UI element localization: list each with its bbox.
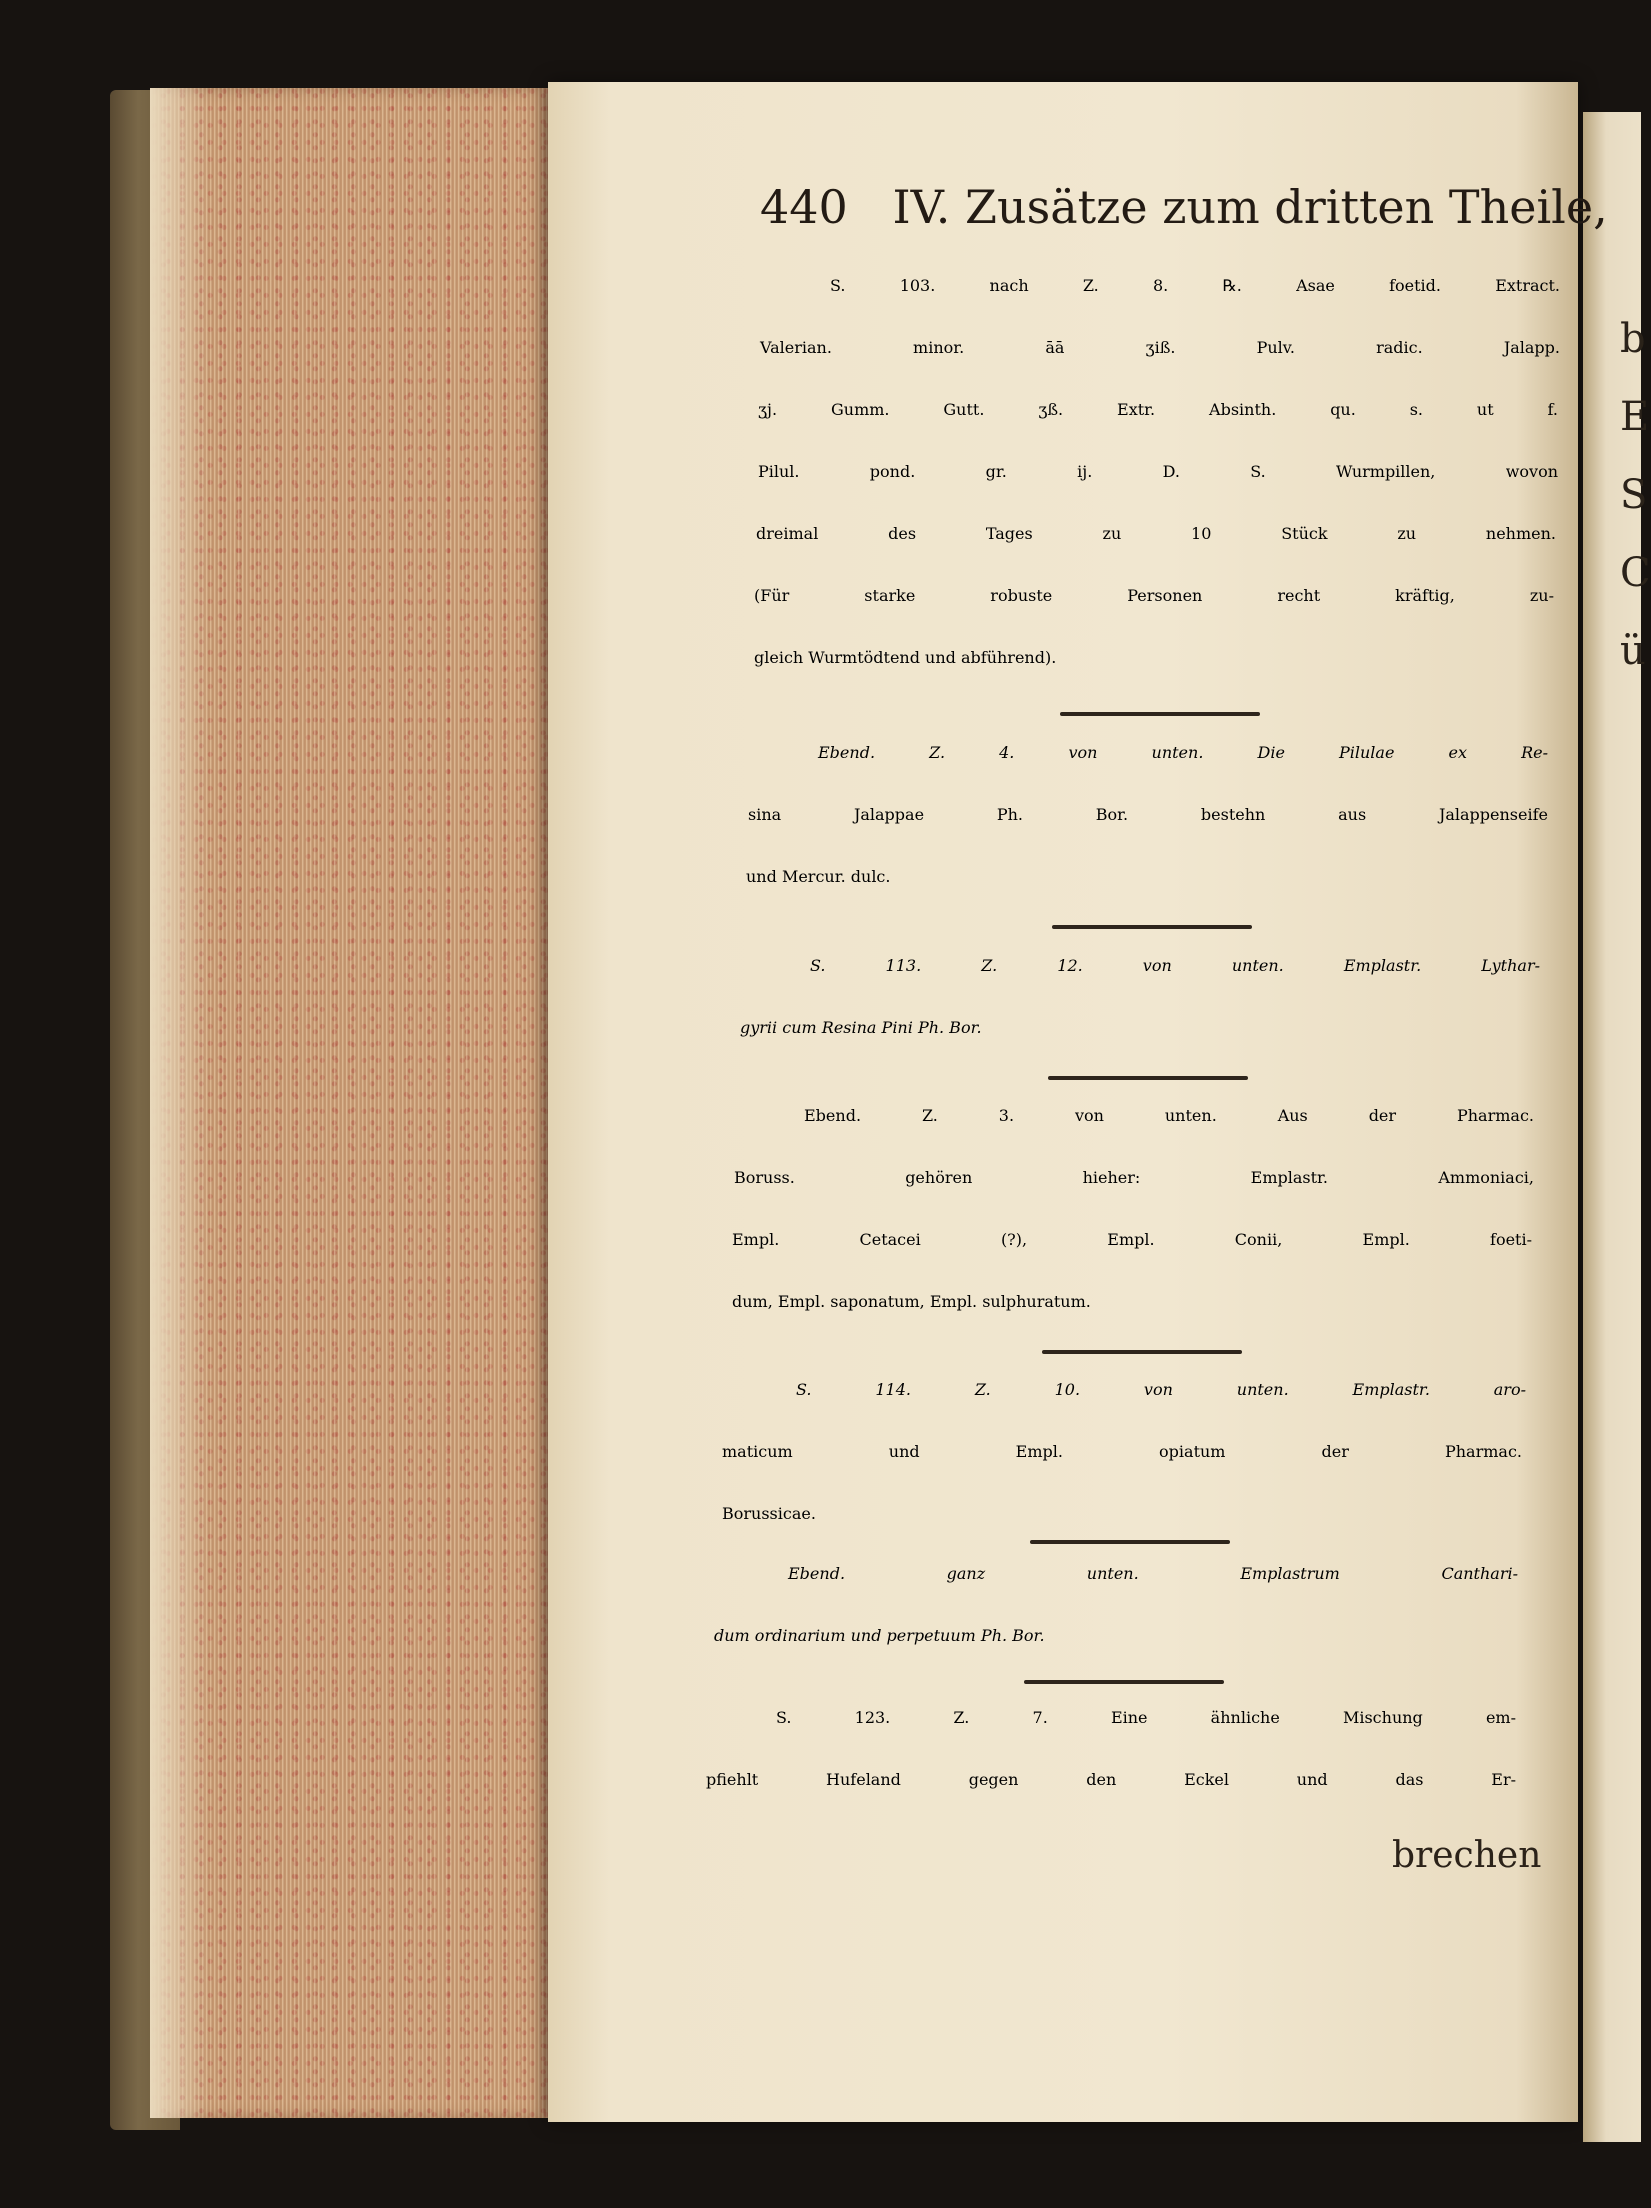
page-fore-edge: [150, 88, 550, 2118]
text-line: Pilul. pond. gr. ij. D. S. Wurmpillen, wovon: [758, 462, 1558, 481]
catchword: brechen: [1392, 1835, 1542, 1876]
text-line: (Für starke robuste Personen recht kräftig, zu-: [754, 586, 1554, 605]
text-line: dum, Empl. saponatum, Empl. sulphuratum.: [732, 1292, 1091, 1311]
text-line: Empl. Cetacei (?), Empl. Conii, Empl. foeti-: [732, 1230, 1532, 1249]
page-number: 440: [760, 180, 848, 234]
text-line: sina Jalappae Ph. Bor. bestehn aus Jalappenseife: [748, 805, 1548, 824]
right-page-fragment: [1620, 300, 1650, 690]
running-head: [760, 180, 1608, 234]
text-line: Borussicae.: [722, 1504, 816, 1523]
text-line: ʒj. Gumm. Gutt. ʒß. Extr. Absinth. qu. s. ut f.: [758, 400, 1558, 419]
text-line: S. 123. Z. 7. Eine ähnliche Mischung em-: [776, 1708, 1516, 1727]
section-rule: [1048, 1076, 1248, 1080]
page-fore-edge-highlight: [150, 88, 210, 2118]
right-letter: ü: [1620, 628, 1646, 674]
text-line: S. 113. Z. 12. von unten. Emplastr. Lythar-: [810, 956, 1540, 975]
text-line: maticum und Empl. opiatum der Pharmac.: [722, 1442, 1522, 1461]
section-rule: [1030, 1540, 1230, 1544]
text-line: Ebend. Z. 3. von unten. Aus der Pharmac.: [804, 1106, 1534, 1125]
right-letter: S: [1620, 472, 1648, 518]
right-letter: b: [1620, 316, 1646, 362]
section-rule: [1052, 925, 1252, 929]
text-line: gyrii cum Resina Pini Ph. Bor.: [740, 1018, 982, 1037]
running-title: IV. Zusätze zum dritten Theile,: [892, 180, 1608, 234]
text-line: und Mercur. dulc.: [746, 867, 891, 886]
text-line: Valerian. minor. āā ʒiß. Pulv. radic. Jalapp.: [760, 338, 1560, 357]
section-rule: [1024, 1680, 1224, 1684]
text-line: Ebend. Z. 4. von unten. Die Pilulae ex Re-: [818, 743, 1548, 762]
text-line: Ebend. ganz unten. Emplastrum Canthari-: [788, 1564, 1518, 1583]
left-page: [548, 82, 1578, 2122]
text-line: S. 114. Z. 10. von unten. Emplastr. aro-: [796, 1380, 1526, 1399]
text-line: S. 103. nach Z. 8. ℞. Asae foetid. Extract.: [830, 276, 1560, 295]
text-line: Boruss. gehören hieher: Emplastr. Ammoniaci,: [734, 1168, 1534, 1187]
right-letter: E: [1620, 394, 1650, 440]
text-line: dreimal des Tages zu 10 Stück zu nehmen.: [756, 524, 1556, 543]
text-line: gleich Wurmtödtend und abführend).: [754, 648, 1057, 667]
text-line: pfiehlt Hufeland gegen den Eckel und das Er-: [706, 1770, 1516, 1789]
section-rule: [1042, 1350, 1242, 1354]
section-rule: [1060, 712, 1260, 716]
text-line: dum ordinarium und perpetuum Ph. Bor.: [714, 1626, 1045, 1645]
right-letter: C: [1620, 550, 1651, 596]
